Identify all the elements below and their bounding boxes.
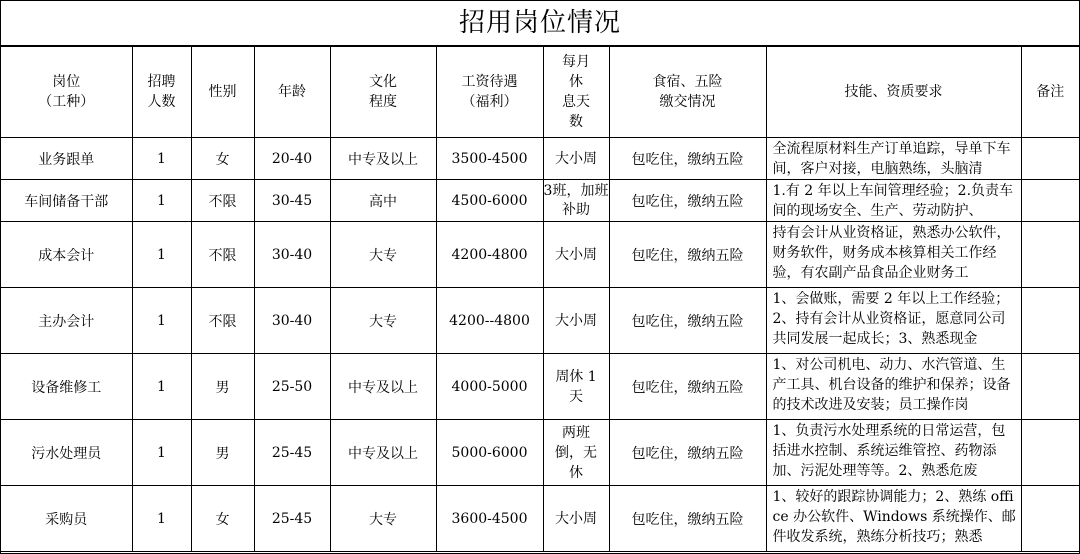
cell-insurance: 包吃住，缴纳五险 [609,138,766,180]
cell-position: 业务跟单 [1,138,132,180]
cell-count: 1 [132,288,191,354]
cell-age: 25-45 [254,486,330,552]
cell-insurance: 包吃住，缴纳五险 [609,288,766,354]
table-row [1,288,1079,354]
cell-rest-days: 3班，加班补助 [543,180,609,222]
cell-age: 25-45 [254,420,330,486]
cell-education: 大专 [330,486,436,552]
cell-count: 1 [132,420,191,486]
skills-text: 1.有 2 年以上车间管理经验；2.负责车间的现场安全、生产、劳动防护、 [772,183,1014,219]
cell-position: 采购员 [1,486,132,552]
cell-salary: 3600-4500 [436,486,543,552]
cell-position: 设备维修工 [1,354,132,420]
cell-education: 大专 [330,222,436,288]
cell-rest-days: 大小周 [543,486,609,552]
cell-gender: 女 [191,138,254,180]
cell-count: 1 [132,354,191,420]
cell-skills [766,180,1021,222]
positions-table [1,46,1079,552]
header-age: 年龄 [254,47,330,138]
cell-gender: 男 [191,420,254,486]
cell-skills [766,420,1021,486]
cell-insurance: 包吃住，缴纳五险 [609,420,766,486]
header-notes: 备注 [1021,47,1079,138]
table-row [1,486,1079,552]
cell-rest-days: 周休 1 天 [543,354,609,420]
cell-rest-days: 大小周 [543,288,609,354]
skills-text: 全流程原材料生产订单追踪，导单下车间，客户对接，电脑熟练，头脑清 [772,141,1011,177]
table-row [1,222,1079,288]
cell-gender: 不限 [191,180,254,222]
cell-skills [766,138,1021,180]
cell-count: 1 [132,222,191,288]
header-education: 文化 程度 [330,47,436,138]
cell-age: 30-40 [254,288,330,354]
cell-count: 1 [132,486,191,552]
cell-age: 20-40 [254,138,330,180]
cell-notes [1021,288,1079,354]
skills-text: 1、负责污水处理系统的日常运营，包括进水控制、系统运维管控、药物添加、污泥处理等等。2、熟悉危废 [772,423,1006,479]
cell-position: 污水处理员 [1,420,132,486]
cell-position: 车间储备干部 [1,180,132,222]
cell-gender: 男 [191,354,254,420]
cell-skills [766,354,1021,420]
cell-gender: 女 [191,486,254,552]
cell-gender: 不限 [191,222,254,288]
sheet-title: 招用岗位情况 [1,1,1079,46]
header-salary: 工资待遇 （福利） [436,47,543,138]
cell-rest-days: 大小周 [543,138,609,180]
cell-notes [1021,420,1079,486]
cell-salary: 4200-4800 [436,222,543,288]
cell-salary: 5000-6000 [436,420,543,486]
header-insurance: 食宿、五险 缴交情况 [609,47,766,138]
cell-gender: 不限 [191,288,254,354]
header-count: 招聘 人数 [132,47,191,138]
cell-notes [1021,354,1079,420]
cell-skills [766,288,1021,354]
cell-position: 成本会计 [1,222,132,288]
cell-skills [766,222,1021,288]
table-row [1,420,1079,486]
cell-rest-days: 大小周 [543,222,609,288]
cell-education: 中专及以上 [330,354,436,420]
table-row [1,180,1079,222]
cell-salary: 4200--4800 [436,288,543,354]
cell-notes [1021,180,1079,222]
table-header-row [1,47,1079,138]
cell-notes [1021,486,1079,552]
cell-insurance: 包吃住，缴纳五险 [609,486,766,552]
cell-education: 中专及以上 [330,420,436,486]
cell-count: 1 [132,180,191,222]
header-skills: 技能、资质要求 [766,47,1021,138]
cell-age: 30-40 [254,222,330,288]
cell-salary: 3500-4500 [436,138,543,180]
cell-position: 主办会计 [1,288,132,354]
skills-text: 1、较好的跟踪协调能力；2、熟练 office 办公软件、Windows 系统操作、邮件收发系统，熟练分析技巧；熟悉 [772,489,1016,545]
header-gender: 性别 [191,47,254,138]
skills-text: 1、会做账，需要 2 年以上工作经验；2、持有会计从业资格证，愿意同公司共同发展一起成长；3、熟悉现金 [772,291,1010,347]
table-row [1,138,1079,180]
cell-age: 25-50 [254,354,330,420]
cell-salary: 4500-6000 [436,180,543,222]
cell-rest-days: 两班 倒，无 休 [543,420,609,486]
cell-insurance: 包吃住，缴纳五险 [609,180,766,222]
cell-insurance: 包吃住，缴纳五险 [609,222,766,288]
skills-text: 1、对公司机电、动力、水汽管道、生产工具、机台设备的维护和保养；设备的技术改进及安装；员工操作岗 [772,357,1011,413]
cell-education: 大专 [330,288,436,354]
cell-age: 30-45 [254,180,330,222]
cell-education: 中专及以上 [330,138,436,180]
cell-notes [1021,138,1079,180]
table-row [1,354,1079,420]
cell-skills [766,486,1021,552]
cell-insurance: 包吃住，缴纳五险 [609,354,766,420]
cell-notes [1021,222,1079,288]
header-position: 岗位 （工种） [1,47,132,138]
cell-education: 高中 [330,180,436,222]
cell-count: 1 [132,138,191,180]
skills-text: 持有会计从业资格证，熟悉办公软件，财务软件，财务成本核算相关工作经验，有农副产品食品企业财务工 [772,225,1011,281]
cell-salary: 4000-5000 [436,354,543,420]
header-rest-days: 每月 休 息天 数 [543,47,609,138]
